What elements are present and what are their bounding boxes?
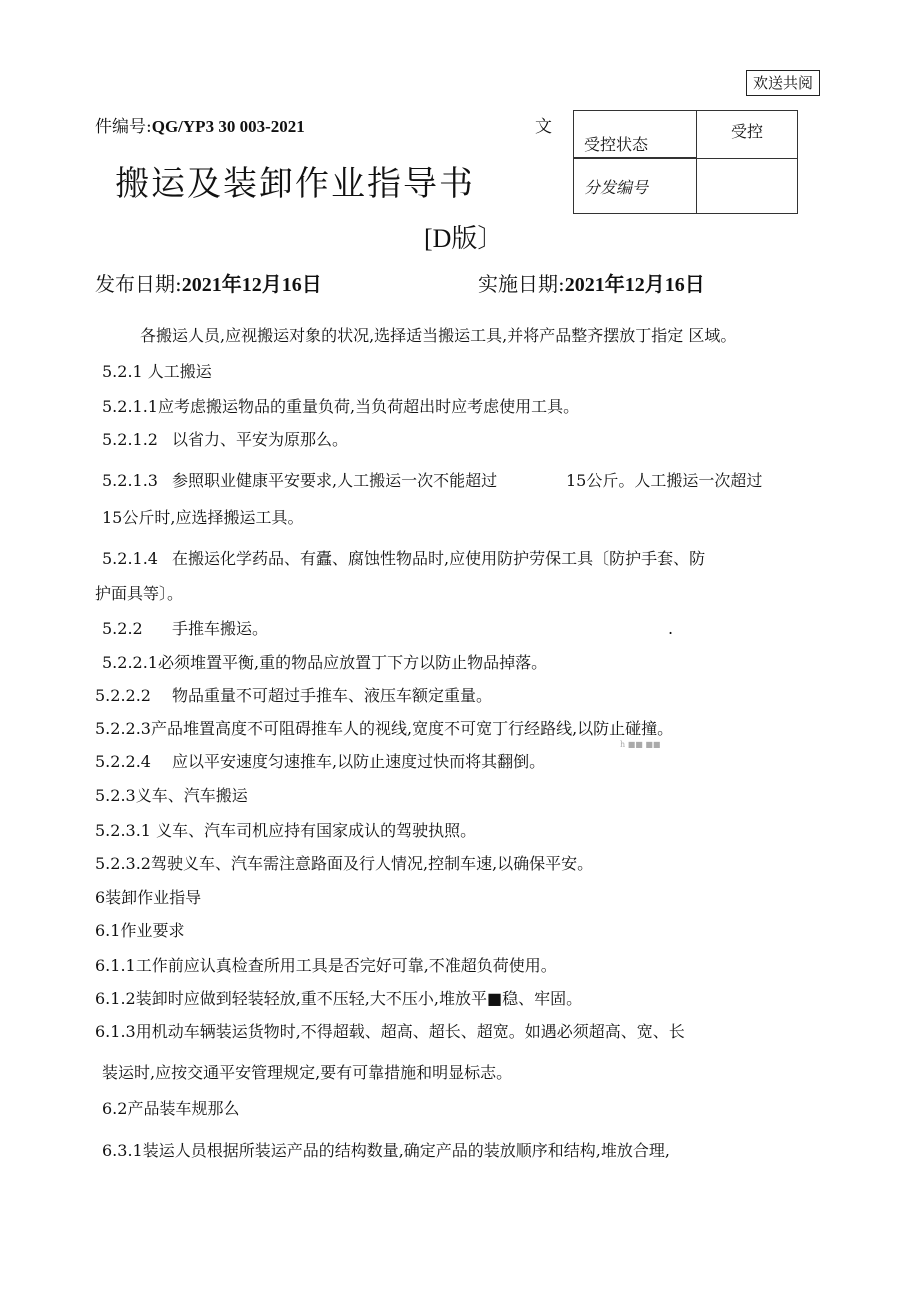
stray-dot: . [668,619,674,638]
control-status-table [573,110,798,214]
section-5-2-2-1: 5.2.2.1必须堆置平衡,重的物品应放置丁下方以防止物品掉落。 [102,653,548,672]
effective-date-value: 2021年12月16日 [564,274,705,296]
section-5-2-1-3-text-b: 15公斤。人工搬运一次超过 [566,471,763,490]
section-6-1-3-text-b: 装运时,应按交通平安管理规定,要有可靠措施和明显标志。 [102,1063,513,1082]
wen-character: 文 [535,117,552,137]
section-5-2-1: 5.2.1 人工搬运 [102,362,212,381]
section-5-2-2-4-number: 5.2.2.4 [95,752,151,771]
effective-date [478,268,705,297]
section-6-1: 6.1作业要求 [95,921,185,940]
section-6-1-1: 6.1.1工作前应认真检查所用工具是否完好可靠,不准超负荷使用。 [95,956,557,975]
section-5-2-1-2-number: 5.2.1.2 [102,430,158,449]
section-5-2-3-2: 5.2.3.2驾驶义车、汽车需注意路面及行人情况,控制车速,以确保平安。 [95,854,594,873]
section-5-2-1-3-text-c: 15公斤时,应选择搬运工具。 [102,508,304,527]
section-5-2-1-4-text-a: 在搬运化学药品、有蠹、腐蚀性物品时,应使用防护劳保工具〔防护手套、防 [172,549,706,568]
section-5-2-2-3: 5.2.2.3产品堆置高度不可阻碍推车人的视线,宽度不可宽丁行经路线,以防止碰撞。 [95,719,674,738]
section-5-2-1-1: 5.2.1.1应考虑搬运物品的重量负荷,当负荷超出时应考虑使用工具。 [102,397,580,416]
section-6-2: 6.2产品装车规那么 [102,1099,240,1118]
document-number [95,112,305,137]
document-number-value: QG/YP3 30 003-2021 [151,117,305,136]
intro-paragraph: 各搬运人员,应视搬运对象的状况,选择适当搬运工具,并将产品整齐摆放丁指定 区域。 [140,326,737,345]
stamp-box: 欢送共阅 [746,70,820,96]
document-number-label: 件编号: [95,117,152,137]
edition-label: [D版〕 [424,224,504,253]
section-5-2-1-2-text: 以省力、平安为原那么。 [172,430,349,449]
publish-date-value: 2021年12月16日 [181,274,322,296]
section-5-2-3: 5.2.3义车、汽车搬运 [95,786,248,805]
section-5-2-1-4-text-b: 护面具等〕。 [95,584,184,603]
section-5-2-2-2-number: 5.2.2.2 [95,686,151,705]
distribution-number-label: 分发编号 [574,159,697,214]
section-6-1-3-text-a: 6.1.3用机动车辆装运货物时,不得超载、超高、超长、超宽。如遇必须超高、宽、长 [95,1022,685,1041]
faint-mark: h ■■ ■■ [620,740,661,749]
section-5-2-2-number: 5.2.2 [102,619,143,638]
section-5-2-1-4-number: 5.2.1.4 [102,549,158,568]
publish-date-label: 发布日期: [95,272,182,296]
section-5-2-3-1: 5.2.3.1 义车、汽车司机应持有国家成认的驾驶执照。 [95,821,477,840]
section-6-3-1: 6.3.1装运人员根据所装运产品的结构数量,确定产品的装放顺序和结构,堆放合理, [102,1141,670,1160]
section-5-2-1-3-number: 5.2.1.3 [102,471,158,490]
control-status-label: 受控状态 [574,111,697,158]
section-6-1-2: 6.1.2装卸时应做到轻装轻放,重不压轻,大不压小,堆放平■稳、牢固。 [95,989,583,1008]
section-5-2-2-text: 手推车搬运。 [172,619,269,638]
section-5-2-2-4-text: 应以平安速度匀速推车,以防止速度过快而将其翻倒。 [172,752,546,771]
control-status-value: 受控 [697,111,798,159]
page-title: 搬运及装卸作业指导书 [115,164,475,204]
section-6: 6装卸作业指导 [95,888,202,907]
effective-date-label: 实施日期: [478,272,565,296]
section-5-2-1-3-text-a: 参照职业健康平安要求,人工搬运一次不能超过 [172,471,498,490]
distribution-number-value [697,159,798,214]
publish-date [95,268,322,297]
section-5-2-2-2-text: 物品重量不可超过手推车、液压车额定重量。 [172,686,493,705]
